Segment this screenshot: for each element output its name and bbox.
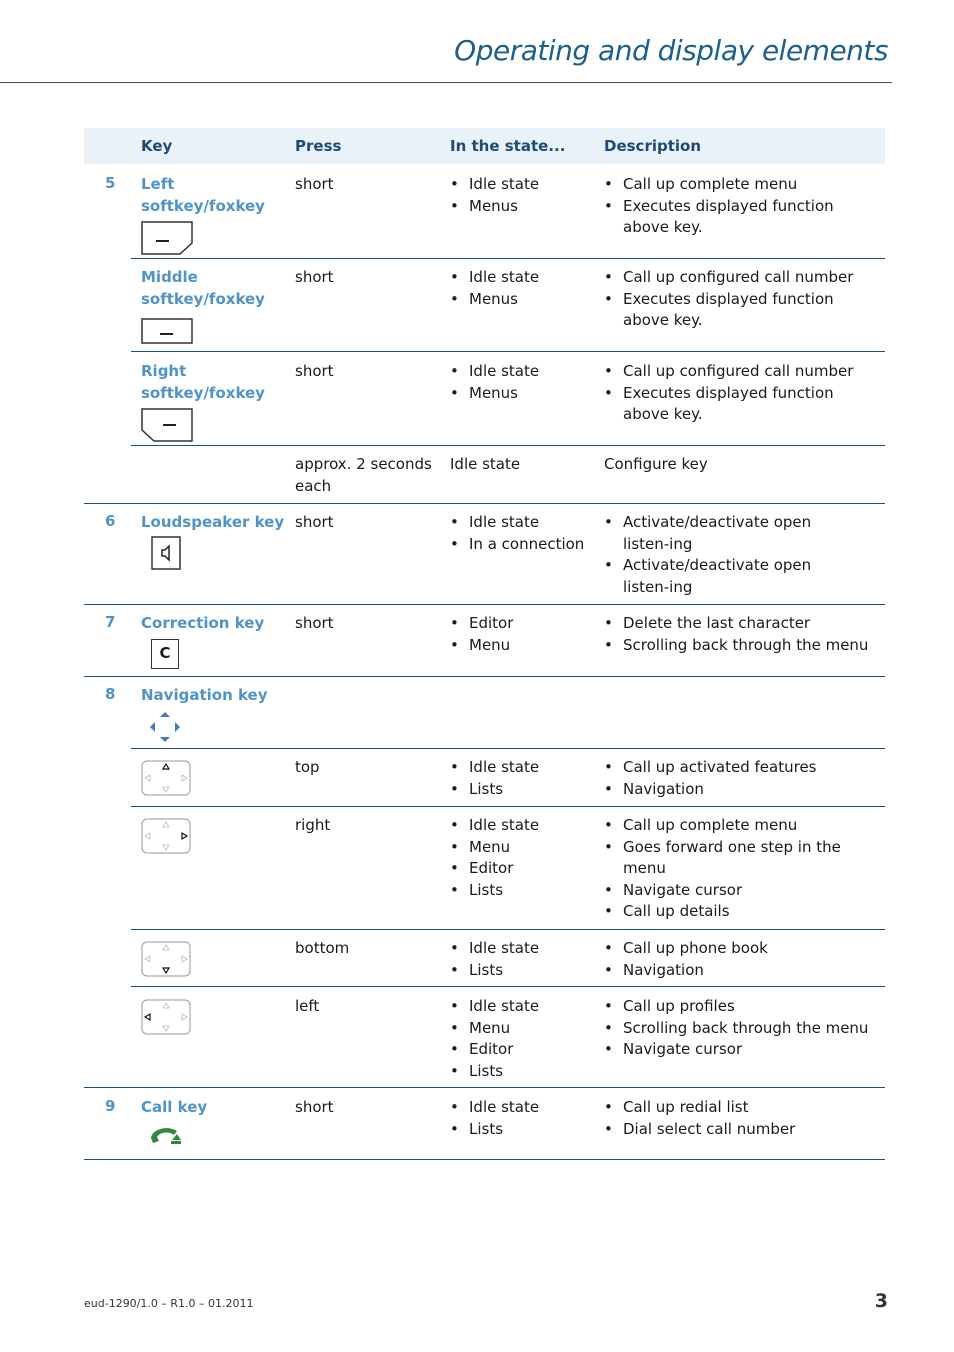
list-item: • Call up phone book <box>604 938 879 960</box>
call-key-icon <box>148 1123 184 1149</box>
section-divider <box>84 1087 885 1088</box>
list-item: • Call up details <box>604 901 854 923</box>
description-list <box>604 815 854 923</box>
list-item: • Scrolling back through the menu <box>604 1018 879 1040</box>
row-number: 8 <box>105 685 116 703</box>
press-type: short <box>295 362 334 380</box>
document-footer: eud-1290/1.0 – R1.0 – 01.2011 <box>84 1297 254 1310</box>
left-softkey-icon <box>141 221 193 255</box>
state-list <box>450 174 600 217</box>
list-item: • Activate/deactivate open listen-ing <box>604 512 859 555</box>
list-item: • Editor <box>450 858 600 880</box>
section-divider <box>84 1159 885 1160</box>
state-list <box>450 361 600 404</box>
list-item: • Navigation <box>604 960 879 982</box>
list-item: • Call up configured call number <box>604 267 879 289</box>
description-text: Configure key <box>604 455 708 473</box>
press-type: short <box>295 614 334 632</box>
list-item: • Navigate cursor <box>604 1039 879 1061</box>
list-item: • Lists <box>450 1061 600 1083</box>
title-divider <box>0 82 892 83</box>
press-type: short <box>295 175 334 193</box>
nav-left-icon <box>141 999 191 1035</box>
description-list <box>604 757 879 800</box>
row-number: 7 <box>105 613 116 631</box>
list-item: • Lists <box>450 880 600 902</box>
section-divider <box>84 503 885 504</box>
table-header <box>84 128 885 164</box>
key-name: Right softkey/foxkey <box>141 362 265 402</box>
list-item: • Idle state <box>450 757 600 779</box>
header-state: In the state... <box>450 137 566 155</box>
row-divider <box>131 258 885 259</box>
list-item: • Idle state <box>450 174 600 196</box>
navigation-key-icon <box>148 711 182 743</box>
list-item: • Lists <box>450 960 600 982</box>
list-item: • Editor <box>450 613 600 635</box>
state-list <box>450 1097 600 1140</box>
key-name: Middle softkey/foxkey <box>141 268 265 308</box>
key-name: Call key <box>141 1098 208 1116</box>
nav-top-icon <box>141 760 191 796</box>
list-item: • Executes displayed function above key. <box>604 289 879 332</box>
list-item: • Idle state <box>450 267 600 289</box>
state-list <box>450 996 600 1082</box>
key-name: Loudspeaker key <box>141 513 285 531</box>
page-number: 3 <box>874 1290 888 1312</box>
row-divider <box>131 445 885 446</box>
press-type: short <box>295 513 334 531</box>
list-item: • Activate/deactivate open listen-ing <box>604 555 859 598</box>
description-list <box>604 613 879 656</box>
state-list <box>450 267 600 310</box>
list-item: • Editor <box>450 1039 600 1061</box>
header-key: Key <box>141 137 173 155</box>
list-item: • Idle state <box>450 1097 600 1119</box>
list-item: • Idle state <box>450 815 600 837</box>
right-softkey-icon <box>141 408 193 442</box>
list-item: • Lists <box>450 1119 600 1141</box>
list-item: • Idle state <box>450 938 600 960</box>
state-text: Idle state <box>450 455 521 473</box>
row-divider <box>131 806 885 807</box>
description-list <box>604 1097 879 1140</box>
row-number: 6 <box>105 512 116 530</box>
press-type: short <box>295 1098 334 1116</box>
nav-bottom-icon <box>141 941 191 977</box>
list-item: • Call up complete menu <box>604 174 879 196</box>
list-item: • Navigation <box>604 779 879 801</box>
state-list <box>450 815 600 901</box>
list-item: • Call up profiles <box>604 996 879 1018</box>
list-item: • Lists <box>450 779 600 801</box>
press-type: left <box>295 997 320 1015</box>
list-item: • Call up configured call number <box>604 361 879 383</box>
list-item: • Idle state <box>450 996 600 1018</box>
row-divider <box>131 986 885 987</box>
list-item: • Navigate cursor <box>604 880 854 902</box>
list-item: • Delete the last character <box>604 613 879 635</box>
list-item: • Scrolling back through the menu <box>604 635 879 657</box>
list-item: • Call up activated features <box>604 757 879 779</box>
press-type: right <box>295 816 331 834</box>
row-divider <box>131 748 885 749</box>
nav-right-icon <box>141 818 191 854</box>
press-type: top <box>295 758 320 776</box>
description-list <box>604 938 879 981</box>
state-list <box>450 757 600 800</box>
header-description: Description <box>604 137 702 155</box>
list-item: • Idle state <box>450 361 600 383</box>
list-item: • Call up redial list <box>604 1097 879 1119</box>
list-item: • In a connection <box>450 534 600 556</box>
list-item: • Call up complete menu <box>604 815 854 837</box>
list-item: • Menu <box>450 1018 600 1040</box>
state-list <box>450 938 600 981</box>
middle-softkey-icon <box>141 318 193 344</box>
row-divider <box>131 929 885 930</box>
list-item: • Menus <box>450 289 600 311</box>
section-divider <box>84 676 885 677</box>
list-item: • Idle state <box>450 512 600 534</box>
page-title: Operating and display elements <box>454 34 888 67</box>
row-divider <box>131 351 885 352</box>
list-item: • Dial select call number <box>604 1119 879 1141</box>
section-divider <box>84 604 885 605</box>
list-item: • Menus <box>450 383 600 405</box>
description-list <box>604 361 879 426</box>
press-type: approx. 2 seconds each <box>295 455 432 495</box>
description-list <box>604 512 859 598</box>
list-item: • Executes displayed function above key. <box>604 383 879 426</box>
state-list <box>450 512 600 555</box>
list-item: • Menus <box>450 196 600 218</box>
loudspeaker-key-icon <box>151 536 181 570</box>
row-number: 9 <box>105 1097 116 1115</box>
description-list <box>604 267 879 332</box>
state-list <box>450 613 600 656</box>
row-number: 5 <box>105 174 116 192</box>
description-list <box>604 996 879 1061</box>
press-type: bottom <box>295 939 350 957</box>
list-item: • Menu <box>450 837 600 859</box>
key-name: Correction key <box>141 614 265 632</box>
correction-key-icon: C <box>151 639 179 669</box>
header-press: Press <box>295 137 342 155</box>
description-list <box>604 174 879 239</box>
list-item: • Goes forward one step in the menu <box>604 837 854 880</box>
key-name: Left softkey/foxkey <box>141 175 265 215</box>
list-item: • Menu <box>450 635 600 657</box>
press-type: short <box>295 268 334 286</box>
list-item: • Executes displayed function above key. <box>604 196 879 239</box>
key-name: Navigation key <box>141 686 268 704</box>
